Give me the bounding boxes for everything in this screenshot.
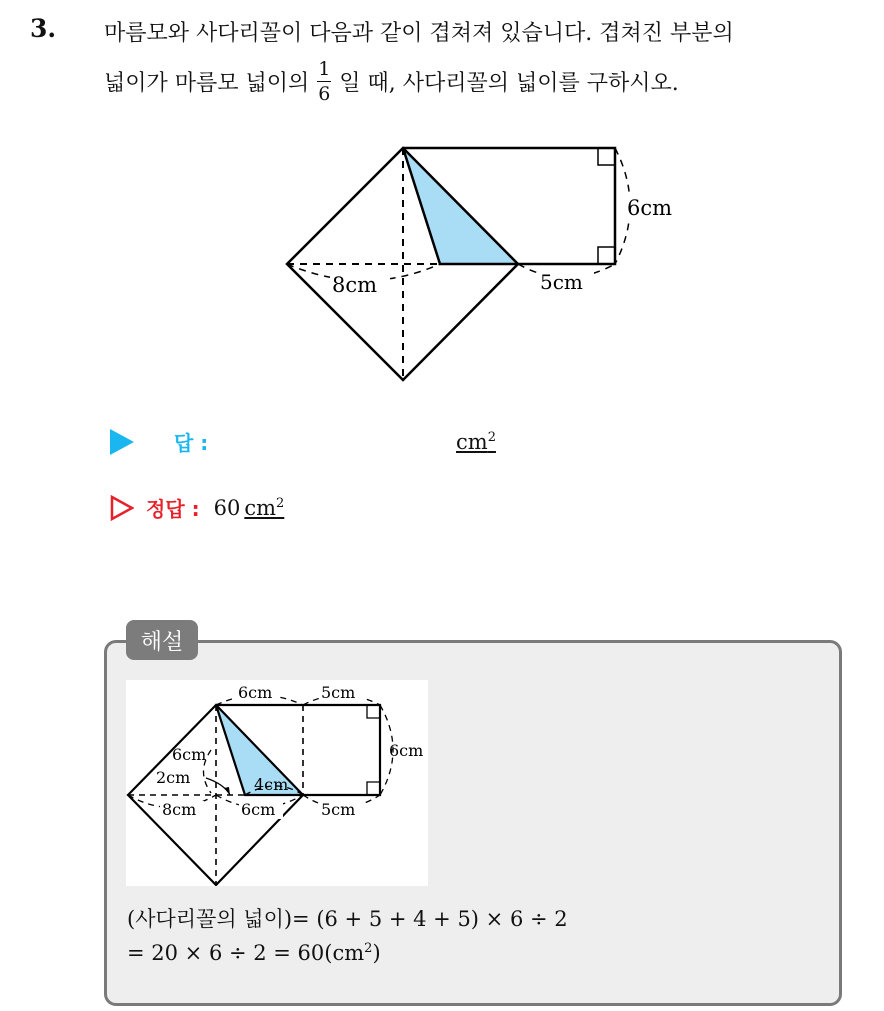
exp-right-angle-top (367, 705, 380, 718)
problem-figure (270, 135, 690, 395)
question-text-line1: 마름모와 사다리꼴이 다음과 같이 겹쳐져 있습니다. 겹쳐진 부분의 (104, 21, 734, 46)
right-angle-mark-top (598, 148, 615, 165)
solution-value: 60 (213, 495, 241, 520)
explanation-formula-line2-main: = 20 × 6 ÷ 2 = 60(cm (127, 941, 365, 965)
solution-unit (244, 496, 284, 520)
explanation-formula-line2-close: ) (372, 941, 381, 965)
answer-marker-icon (110, 429, 134, 455)
exp-label-right-6cm: 6cm (389, 741, 424, 760)
solution-label: 정답 : (146, 497, 200, 521)
explanation-formula-line2-exponent: 2 (364, 941, 373, 956)
answer-row (110, 427, 208, 456)
explanation-figure (126, 680, 428, 886)
label-8cm: 8cm (332, 273, 378, 297)
question-number: 3. (30, 14, 57, 43)
fraction-one-sixth (317, 58, 331, 105)
exp-right-angle-bottom (367, 782, 380, 795)
explanation-tag: 해설 (126, 620, 198, 660)
exp-label-bottom-8cm: 8cm (162, 800, 197, 819)
question-text-line2-end: 일 때, 사다리꼴의 넓이를 구하시오. (339, 71, 679, 96)
exp-label-2cm: 2cm (156, 768, 191, 787)
exp-label-top-5cm: 5cm (321, 683, 356, 702)
answer-label: 답 : (174, 431, 209, 455)
answer-unit-exponent: 2 (487, 430, 496, 445)
exp-label-4cm: 4cm (254, 775, 289, 794)
solution-unit-base: cm (244, 495, 277, 520)
fraction-numerator: 1 (318, 58, 331, 80)
question-text-line2 (104, 58, 679, 105)
fraction-bar (317, 81, 331, 82)
solution-value-group (214, 496, 285, 520)
solution-row (110, 493, 284, 522)
answer-unit-base: cm (456, 430, 488, 454)
solution-unit-exponent: 2 (276, 495, 285, 511)
label-6cm: 6cm (627, 196, 673, 220)
right-angle-mark-bottom (598, 247, 615, 264)
exp-label-bottom-6cm: 6cm (241, 800, 276, 819)
exp-label-bottom-5cm: 5cm (321, 800, 356, 819)
exp-2cm-arrowhead (224, 787, 230, 795)
explanation-formula-line1: (사다리꼴의 넓이)= (6 + 5 + 4 + 5) × 6 ÷ 2 (127, 907, 568, 931)
exp-2cm-arrow (206, 778, 230, 795)
solution-marker-icon (110, 495, 134, 521)
exp-label-left-6cm: 6cm (172, 745, 207, 764)
question-text-line2-start: 넓이가 마름모 넓이의 (104, 71, 310, 96)
label-5cm: 5cm (540, 270, 583, 294)
explanation-formula-line2 (127, 941, 381, 965)
exp-label-top-6cm: 6cm (238, 683, 273, 702)
answer-unit[interactable] (456, 430, 496, 454)
fraction-denominator: 6 (318, 83, 331, 105)
